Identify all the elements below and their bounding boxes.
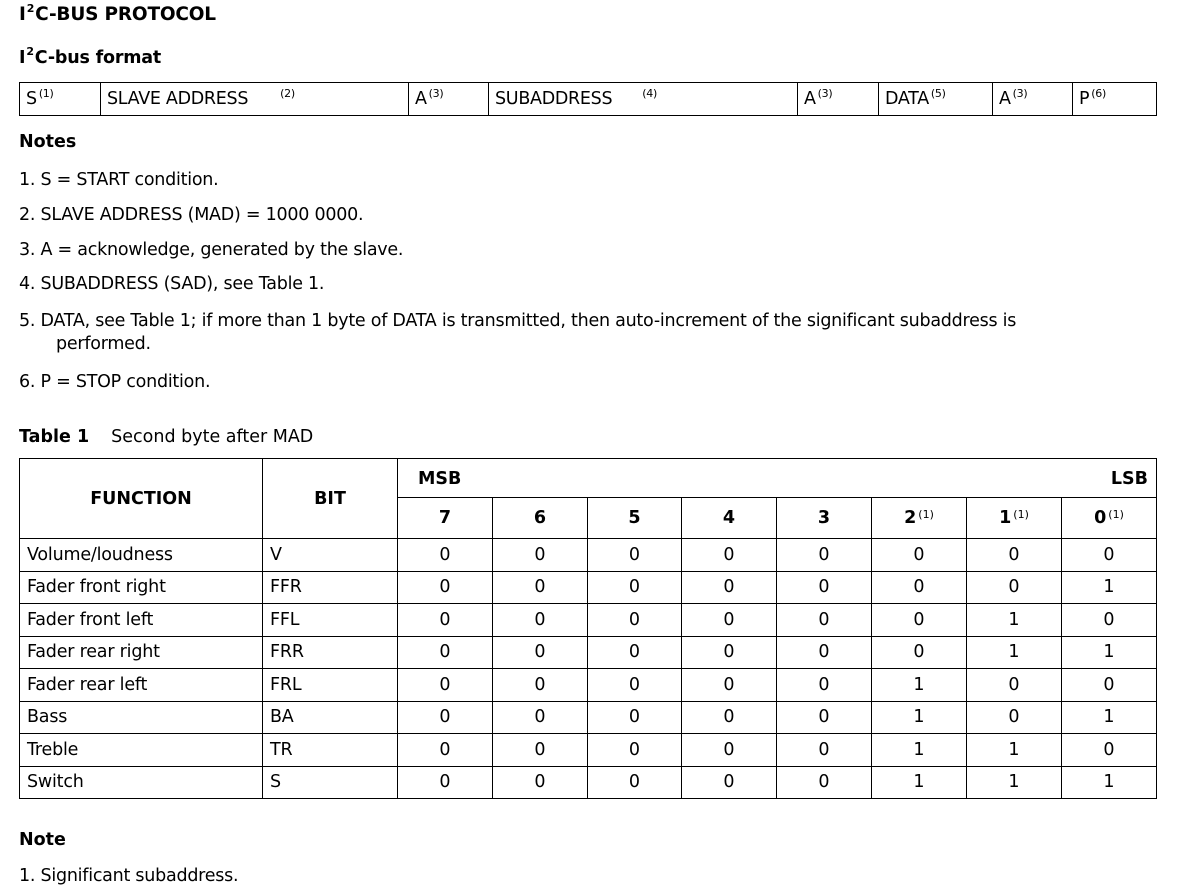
format-field-label: DATA xyxy=(885,89,929,109)
bit-value-cell: 0 xyxy=(493,669,588,702)
bit-header-note-ref: (1) xyxy=(1013,508,1029,521)
bit-value-cell: 0 xyxy=(398,571,493,604)
bit-header-label: 3 xyxy=(817,508,831,528)
bit-value-cell: 0 xyxy=(1062,734,1157,767)
format-field-note-ref: (3) xyxy=(817,87,833,100)
bit-header-label: 7 xyxy=(438,508,452,528)
bit-value-cell: 0 xyxy=(777,604,872,637)
bit-value-cell: 0 xyxy=(682,604,777,637)
note-item xyxy=(19,240,403,260)
bit-value-cell: 1 xyxy=(872,766,967,799)
msb-label: MSB xyxy=(418,469,462,489)
bit-value-cell: 0 xyxy=(588,669,682,702)
bit-value-cell: 0 xyxy=(1062,539,1157,572)
bit-value-cell: 0 xyxy=(398,669,493,702)
function-cell: Switch xyxy=(20,766,263,799)
bit-value-cell: 0 xyxy=(777,571,872,604)
bit-code-cell: FRR xyxy=(263,636,398,669)
bit-value-cell: 0 xyxy=(1062,669,1157,702)
note-text: 5. DATA, see Table 1; if more than 1 byte of DATA is transmitted, then auto-increment of the significant subaddress is xyxy=(19,311,1017,331)
function-cell: Treble xyxy=(20,734,263,767)
table-row xyxy=(20,669,1157,702)
bit-value-cell: 0 xyxy=(777,701,872,734)
bit-value-cell: 1 xyxy=(967,766,1062,799)
bit-value-cell: 1 xyxy=(1062,571,1157,604)
bit-value-cell: 0 xyxy=(967,669,1062,702)
bit-value-cell: 0 xyxy=(682,734,777,767)
title-prefix: I xyxy=(19,4,26,25)
format-field-note-ref: (3) xyxy=(428,87,444,100)
bit-header-label: 2 xyxy=(904,508,917,528)
bit-value-cell: 0 xyxy=(872,604,967,637)
bit-value-cell: 0 xyxy=(398,734,493,767)
format-field-label: SLAVE ADDRESS xyxy=(107,89,249,109)
bit-value-cell: 0 xyxy=(682,766,777,799)
function-cell: Fader rear right xyxy=(20,636,263,669)
format-field-note-ref: (6) xyxy=(1091,87,1106,100)
bit-value-cell: 0 xyxy=(777,734,872,767)
header-bit-range xyxy=(398,459,1157,498)
bit-value-cell: 0 xyxy=(872,539,967,572)
format-field xyxy=(101,83,409,116)
bit-code-cell: FFL xyxy=(263,604,398,637)
format-field xyxy=(879,83,993,116)
bit-value-cell: 1 xyxy=(872,701,967,734)
bit-value-cell: 0 xyxy=(588,766,682,799)
bit-value-cell: 0 xyxy=(493,604,588,637)
note-continuation: performed. xyxy=(56,334,151,354)
note-text: 1. S = START condition. xyxy=(19,170,219,190)
bit-header-label: 6 xyxy=(533,508,547,528)
bit-value-cell: 1 xyxy=(1062,766,1157,799)
bit-value-cell: 0 xyxy=(1062,604,1157,637)
bit-code-cell: BA xyxy=(263,701,398,734)
bit-value-cell: 0 xyxy=(682,571,777,604)
note-item xyxy=(19,274,324,294)
bit-value-cell: 0 xyxy=(777,539,872,572)
function-cell: Fader rear left xyxy=(20,669,263,702)
bit-header-label: 0 xyxy=(1094,508,1107,528)
bit-code-cell: FRL xyxy=(263,669,398,702)
format-field-note-ref: (2) xyxy=(280,87,295,100)
table-row xyxy=(20,636,1157,669)
bit-value-cell: 0 xyxy=(493,766,588,799)
note-item xyxy=(19,372,210,392)
bit-value-cell: 0 xyxy=(493,636,588,669)
table-caption-label: Table 1 xyxy=(19,427,90,447)
note-item xyxy=(19,170,218,190)
function-cell: Volume/loudness xyxy=(20,539,263,572)
format-field-label: A xyxy=(999,89,1011,109)
format-field-note-ref: (3) xyxy=(1012,87,1028,100)
bit-value-cell: 1 xyxy=(967,636,1062,669)
bit-value-cell: 0 xyxy=(682,539,777,572)
function-cell: Fader front right xyxy=(20,571,263,604)
bit-header xyxy=(872,498,967,539)
bus-format-table xyxy=(19,82,1157,116)
bit-value-cell: 0 xyxy=(588,701,682,734)
bit-header xyxy=(682,498,777,539)
note-text: 6. P = STOP condition. xyxy=(19,372,211,392)
bit-value-cell: 0 xyxy=(493,571,588,604)
table-row xyxy=(20,734,1157,767)
format-field xyxy=(409,83,489,116)
page-title xyxy=(19,4,216,25)
bit-value-cell: 0 xyxy=(777,766,872,799)
lsb-label: LSB xyxy=(1110,469,1148,489)
bit-value-cell: 0 xyxy=(967,539,1062,572)
header-function: FUNCTION xyxy=(20,459,263,539)
bit-code-cell: TR xyxy=(263,734,398,767)
format-field-note-ref: (4) xyxy=(642,87,657,100)
format-field xyxy=(798,83,879,116)
section-title-format xyxy=(19,45,162,68)
format-title-suffix: C-bus format xyxy=(34,48,162,68)
function-cell: Bass xyxy=(20,701,263,734)
format-field-label: P xyxy=(1079,89,1090,109)
table-body xyxy=(20,539,1157,799)
bit-value-cell: 0 xyxy=(682,701,777,734)
bit-value-cell: 0 xyxy=(682,636,777,669)
bit-value-cell: 1 xyxy=(1062,636,1157,669)
format-field xyxy=(993,83,1073,116)
note-item xyxy=(19,311,1016,354)
bit-value-cell: 1 xyxy=(1062,701,1157,734)
header-bit: BIT xyxy=(263,459,398,539)
bit-value-cell: 0 xyxy=(398,604,493,637)
bit-value-cell: 0 xyxy=(398,701,493,734)
format-title-superscript: 2 xyxy=(26,45,34,58)
function-cell: Fader front left xyxy=(20,604,263,637)
format-field-label: A xyxy=(804,89,816,109)
bit-header-label: 4 xyxy=(722,508,736,528)
bit-value-cell: 0 xyxy=(398,636,493,669)
title-superscript: 2 xyxy=(26,2,35,15)
note-text: 2. SLAVE ADDRESS (MAD) = 1000 0000. xyxy=(19,205,364,225)
note-item xyxy=(19,205,363,225)
table-header-row xyxy=(20,459,1157,498)
bit-value-cell: 0 xyxy=(777,669,872,702)
table-row xyxy=(20,766,1157,799)
format-field-label: SUBADDRESS xyxy=(495,89,613,109)
bus-format-row xyxy=(20,83,1157,116)
bit-value-cell: 0 xyxy=(493,539,588,572)
bit-header-label: 1 xyxy=(999,508,1012,528)
table-note-heading: Note xyxy=(19,830,66,850)
note-text: 4. SUBADDRESS (SAD), see Table 1. xyxy=(19,274,325,294)
table-row xyxy=(20,571,1157,604)
bit-value-cell: 0 xyxy=(872,571,967,604)
bit-value-cell: 0 xyxy=(682,669,777,702)
bit-value-cell: 1 xyxy=(967,604,1062,637)
bit-value-cell: 1 xyxy=(872,734,967,767)
format-field xyxy=(20,83,101,116)
bit-value-cell: 0 xyxy=(588,539,682,572)
bit-value-cell: 0 xyxy=(967,701,1062,734)
bit-code-cell: S xyxy=(263,766,398,799)
bit-code-cell: V xyxy=(263,539,398,572)
table-note-text: 1. Significant subaddress. xyxy=(19,866,239,886)
format-title-prefix: I xyxy=(19,48,26,68)
bit-value-cell: 0 xyxy=(398,539,493,572)
bit-value-cell: 0 xyxy=(967,571,1062,604)
note-text: 3. A = acknowledge, generated by the slave. xyxy=(19,240,404,260)
bit-value-cell: 0 xyxy=(872,636,967,669)
format-field xyxy=(489,83,798,116)
bit-value-cell: 0 xyxy=(398,766,493,799)
bit-value-cell: 0 xyxy=(493,734,588,767)
bit-value-cell: 0 xyxy=(588,604,682,637)
bit-header xyxy=(777,498,872,539)
bit-header-label: 5 xyxy=(628,508,641,528)
bit-header xyxy=(398,498,493,539)
bit-value-cell: 0 xyxy=(777,636,872,669)
format-field-label: S xyxy=(26,89,37,109)
table-caption-text: Second byte after MAD xyxy=(111,427,314,447)
format-field-note-ref: (5) xyxy=(930,87,946,100)
table-row xyxy=(20,539,1157,572)
bit-code-cell: FFR xyxy=(263,571,398,604)
table-row xyxy=(20,701,1157,734)
notes-heading: Notes xyxy=(19,132,77,152)
bit-value-cell: 0 xyxy=(588,636,682,669)
bit-value-cell: 0 xyxy=(588,571,682,604)
bit-header xyxy=(493,498,588,539)
bit-value-cell: 0 xyxy=(493,701,588,734)
format-field-label: A xyxy=(415,89,427,109)
format-field xyxy=(1073,83,1157,116)
bit-header xyxy=(967,498,1062,539)
bit-value-cell: 1 xyxy=(967,734,1062,767)
bit-header xyxy=(588,498,682,539)
bit-value-cell: 1 xyxy=(872,669,967,702)
title-suffix: C-BUS PROTOCOL xyxy=(35,4,216,25)
bit-header xyxy=(1062,498,1157,539)
subaddress-table xyxy=(19,458,1157,799)
bit-value-cell: 0 xyxy=(588,734,682,767)
bit-header-note-ref: (1) xyxy=(1108,508,1124,521)
table-caption xyxy=(19,427,313,447)
bit-header-note-ref: (1) xyxy=(918,508,934,521)
table-row xyxy=(20,604,1157,637)
format-field-note-ref: (1) xyxy=(38,87,54,100)
